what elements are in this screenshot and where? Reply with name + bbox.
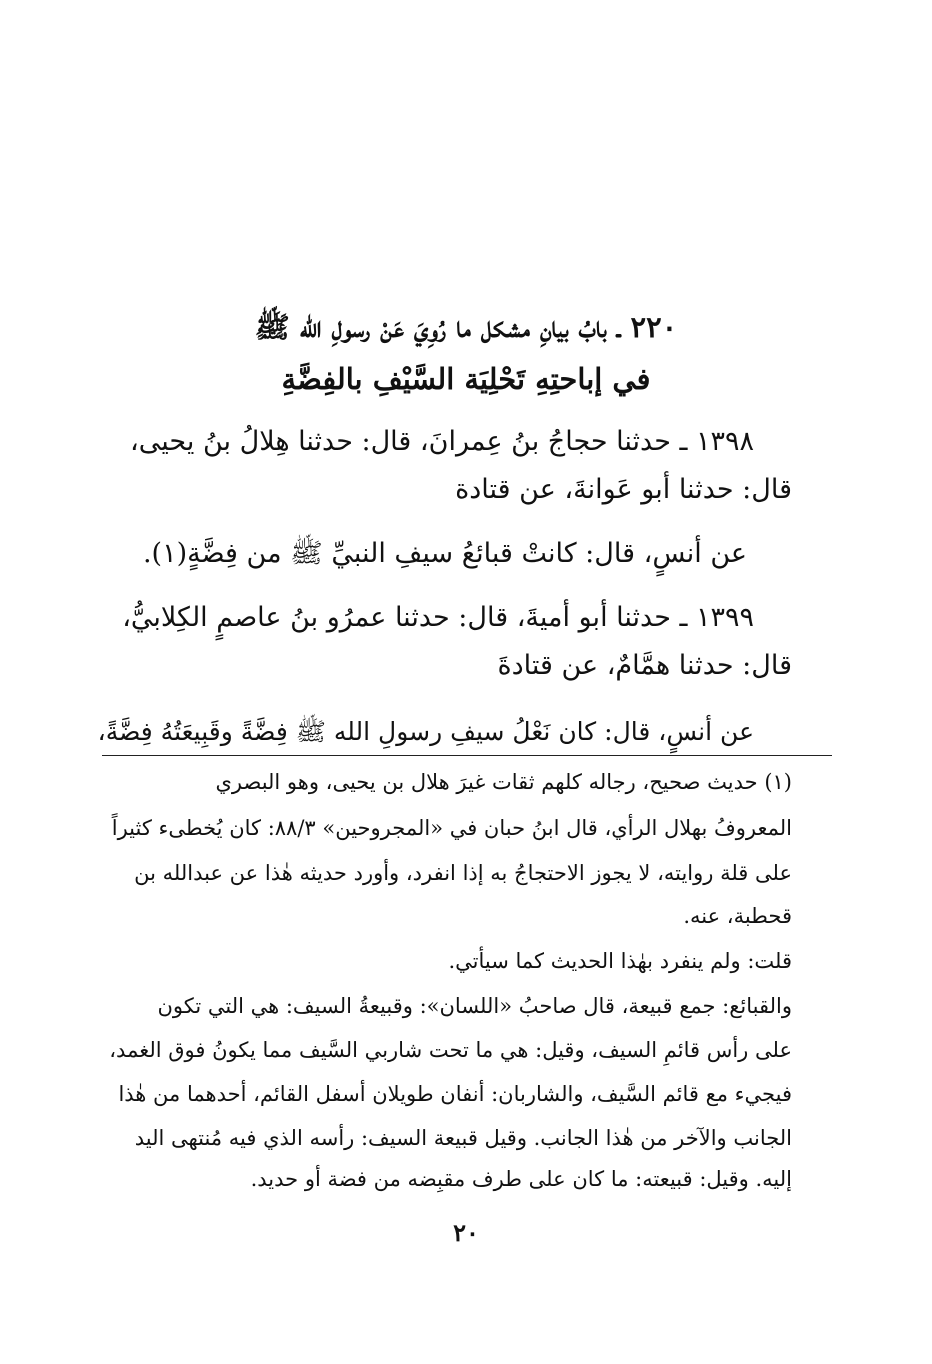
page-number: ٢٠ [453, 1218, 479, 1247]
qabaih-line-5: إليه. وقيل: قبيعته: ما كان على طرف مقبِضه من فضة أو حديد. [250, 1167, 792, 1191]
qabaih-line-2: على رأس قائمِ السيف، وقيل: هي ما تحت شاربي السَّيف مما يكونُ فوق الغمد، [109, 1038, 792, 1062]
hadith-1399-line-1: ١٣٩٩ ـ حدثنا أبو أميةَ، قال: حدثنا عمرُو بنُ عاصمٍ الكِلابيُّ، [122, 602, 754, 633]
hadith-1398-line-1: ١٣٩٨ ـ حدثنا حجاجُ بنُ عِمرانَ، قال: حدثنا هِلالُ بنُ يحيى، [130, 426, 754, 457]
chapter-title-line-1: ٢٢٠ ـ بابُ بيانِ مشكل ما رُوِيَ عَنْ رسولِ الله ﷺ [254, 310, 678, 344]
footnote-line-4: قحطبة، عنه. [683, 904, 792, 928]
footnote-qult-line: قلت: ولم ينفرد بهٰذا الحديث كما سيأتي. [448, 949, 792, 973]
hadith-1399-line-2: قال: حدثنا همَّامٌ، عن قتادةَ [497, 650, 792, 681]
footnote-line-1: (١) حديث صحيح، رجاله كلهم ثقات غيرَ هلال بن يحيى، وهو البصري [215, 770, 792, 794]
qabaih-line-1: والقبائع: جمع قبيعة، قال صاحبُ «اللسان»: وقبيعةُ السيف: هي التي تكون [157, 994, 792, 1018]
chapter-title-line-2: في إباحتِهِ تَحْلِيَة السَّيْفِ بالفِضَّةِ [281, 362, 651, 396]
footnote-separator [102, 755, 832, 756]
hadith-1398-line-3: عن أنسٍ، قال: كانتْ قبائعُ سيفِ النبيِّ ﷺ من فِضَّةٍ(١). [142, 538, 747, 569]
footnote-line-3: على قلة روايته، لا يجوز الاحتجاجُ به إذا انفرد، وأورد حديثه هٰذا عن عبدالله بن [134, 861, 792, 885]
qabaih-line-4: الجانب والآخر من هٰذا الجانب. وقيل قبيعة السيف: رأسه الذي فيه مُنتهى اليد [134, 1126, 792, 1150]
qabaih-line-3: فيجيء مع قائم السَّيف، والشاربان: أنفان طويلان أسفل القائم، أحدهما من هٰذا [118, 1082, 792, 1106]
hadith-1399-line-3: عن أنسٍ، قال: كان نَعْلُ سيفِ رسولِ الله ﷺ فِضَّةً وقَبِيعَتُهُ فِضَّةً، [97, 717, 754, 746]
hadith-1398-line-2: قال: حدثنا أبو عَوانةَ، عن قتادة [455, 474, 792, 505]
footnote-line-2: المعروفُ بهلال الرأي، قال ابنُ حبان في «المجروحين» ٨٨/٣: كان يُخطىء كثيراً [111, 816, 792, 840]
